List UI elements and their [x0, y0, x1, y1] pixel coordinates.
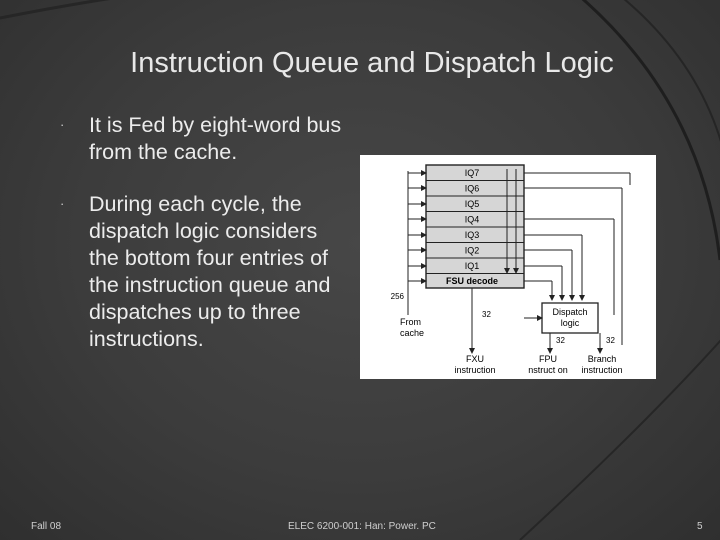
bullet-item	[56, 112, 346, 166]
footer-date: Fall 08	[31, 521, 62, 532]
bus-width-label: 32	[606, 336, 615, 345]
queue-entry-label: IQ4	[464, 214, 480, 225]
output-label-branch: instruction	[581, 365, 623, 375]
output-label-fxu: instruction	[454, 365, 496, 375]
bullet-text: It is Fed by eight-word bus from the cache.	[89, 113, 342, 164]
output-label-branch: Branch	[587, 354, 617, 364]
slide-title: Instruction Queue and Dispatch Logic	[130, 47, 614, 79]
queue-entry-label: IQ5	[464, 199, 480, 209]
queue-entry-label: IQ1	[464, 261, 480, 271]
from-cache-label: cache	[400, 328, 425, 338]
output-label-fpu: nstruct on	[528, 365, 568, 375]
footer-course: ELEC 6200-001: Han: Power. PC	[288, 521, 436, 532]
dispatch-logic-label: logic	[560, 318, 580, 328]
queue-entry-label: IQ2	[464, 245, 480, 256]
bullet-marker: ·	[60, 196, 65, 211]
bullet-list	[56, 112, 346, 378]
cache-input-bus	[408, 171, 426, 315]
decode-label: FSU decode	[445, 276, 499, 286]
queue-entry-label: IQ7	[464, 168, 480, 178]
dispatch-inputs	[524, 173, 630, 315]
bus-width-label: 32	[556, 336, 565, 345]
bus-width-label: 32	[482, 310, 491, 319]
output-label-fpu: FPU	[539, 354, 557, 364]
bullet-marker: ·	[60, 117, 65, 132]
page-number: 5	[697, 521, 703, 532]
from-cache-label: From	[400, 317, 421, 327]
dispatch-logic-label: Dispatch	[552, 307, 588, 317]
bus-width-label: 256	[390, 292, 404, 301]
instruction-queue-diagram	[360, 155, 656, 379]
output-label-fxu: FXU	[466, 354, 484, 364]
queue-entry-label: IQ6	[464, 183, 480, 194]
diagram-svg	[360, 155, 656, 379]
bullet-text: During each cycle, the dispatch logic considers the bottom four entries of the instruction queue and dispatches up to three instructions.	[89, 192, 331, 351]
bullet-item	[56, 191, 346, 353]
queue-entry-label: IQ3	[464, 230, 480, 240]
